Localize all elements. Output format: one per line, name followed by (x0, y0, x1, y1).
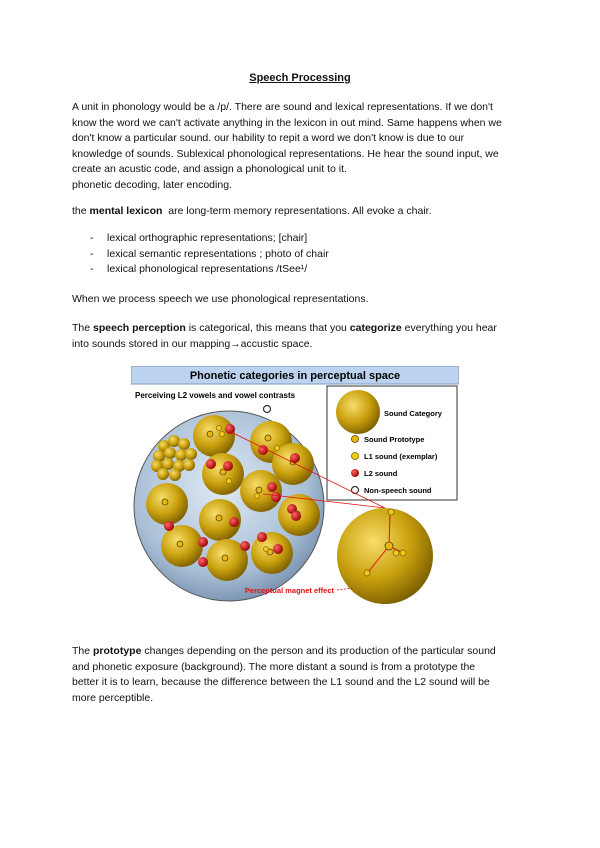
legend-l1-label: L1 sound (exemplar) (364, 452, 438, 461)
magnified-exemplar (388, 509, 394, 515)
text-run: more perceptible. (72, 691, 154, 704)
prototype-term: prototype (93, 645, 142, 657)
legend-category-label: Sound Category (384, 409, 442, 418)
text-run: The (72, 645, 94, 657)
legend-l2-label: L2 sound (364, 469, 398, 478)
text-run: and phonetic exposure (background). The more distant a sound is from a prototype the (72, 660, 476, 673)
speech-perception-paragraph (72, 321, 532, 352)
prototype-paragraph (72, 644, 532, 706)
text-run: the (72, 205, 90, 217)
intro-line-4: knowledge of sounds. Sublexical phonological representations. He hear the sound input, we (72, 147, 499, 160)
phonological-paragraph: When we process speech we use phonological representations. (72, 293, 369, 305)
legend-nonspeech-label: Non-speech sound (364, 486, 432, 495)
phonetic-categories-figure (131, 366, 459, 606)
text-run: The (72, 322, 94, 334)
list-item: - lexical phonological representations /tSee¹/ (90, 262, 329, 278)
non-speech-sound-marker (264, 406, 271, 413)
intro-line-2: know the word we can't activate anything in the lexicon in out mind. Same happens when we (72, 116, 502, 129)
mental-lexicon-paragraph (72, 204, 532, 220)
legend-prototype-marker (352, 436, 359, 443)
text-run: everything you hear (401, 322, 497, 334)
intro-line-5: create an acustic code, and assign a phonological unit to it. (72, 163, 347, 176)
magnified-exemplar (400, 550, 406, 556)
intro-line-1: A unit in phonology would be a /p/. There are sound and lexical representations. If we don't (72, 101, 493, 113)
figure-subtitle: Perceiving L2 vowels and vowel contrasts (135, 391, 296, 400)
text-run: are long-term memory representations. All evoke a chair. (162, 205, 432, 217)
legend-l1-marker (352, 453, 359, 460)
legend-category-sphere (336, 390, 380, 434)
figure-title: Phonetic categories in perceptual space (189, 370, 401, 382)
list-item: - lexical orthographic representations; [chair] (90, 231, 329, 247)
speech-perception-term: speech perception (93, 322, 186, 334)
mental-lexicon-term: mental lexicon (89, 205, 163, 217)
legend-l2-marker (351, 469, 359, 477)
magnified-sound-category (337, 508, 433, 604)
intro-paragraph (72, 100, 532, 194)
legend-nonspeech-marker (352, 487, 359, 494)
intro-line-3: don't know a particular sound. our hability to repit a word we don't know is due to our (72, 132, 465, 145)
representations-list (90, 231, 329, 278)
list-item: - lexical semantic representations ; photo of chair (90, 247, 329, 263)
sound-category (193, 415, 235, 457)
magnet-effect-label: Perceptual magnet effect (244, 586, 334, 595)
categorize-term: categorize (349, 322, 402, 334)
legend-prototype-label: Sound Prototype (364, 435, 425, 444)
intro-line-6: phonetic decoding, later encoding. (72, 178, 232, 191)
text-run: better it is to learn, because the difference between the L1 sound and the L2 sound will be (72, 676, 490, 689)
magnified-exemplar (393, 550, 399, 556)
page-title: Speech Processing (249, 72, 351, 84)
text-run: into sounds stored in our mapping→accustic space. (72, 337, 313, 350)
text-run: changes depending on the person and its production of the particular sound (141, 645, 496, 657)
magnified-prototype (385, 542, 393, 550)
magnified-exemplar (364, 570, 370, 576)
text-run: is categorical, this means that you (185, 322, 350, 334)
